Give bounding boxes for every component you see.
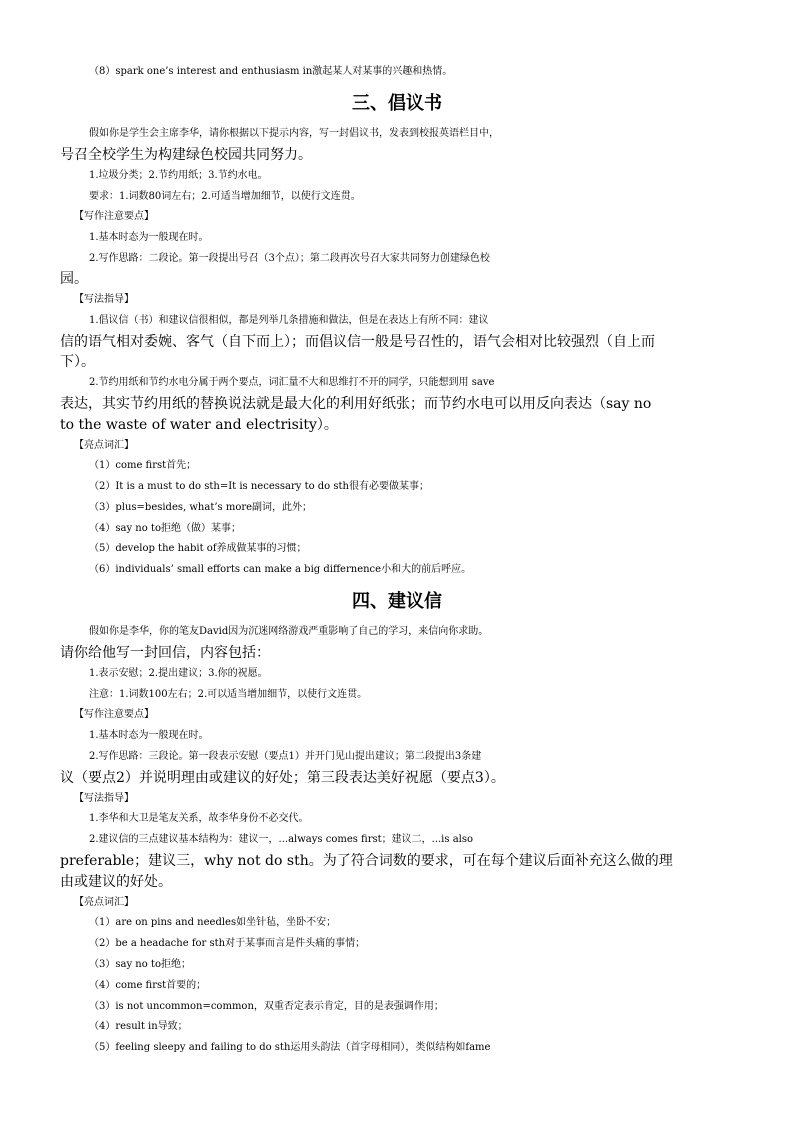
section-title-proposal: 三、倡议书 xyxy=(352,93,442,114)
guide-item: preferable；建议三，why not do sth。为了符合词数的要求，可在每个建议后面补充这么做的理 xyxy=(60,853,673,869)
note-item: 2.写作思路：三段论。第一段表示安慰（要点1）并开门见山提出建议；第二段提出3条建 xyxy=(89,751,482,762)
vocab-item: （5）feeling sleepy and failing to do sth运用头韵法（首字母相同），类似结构如fame xyxy=(89,1042,491,1053)
note-item: 2.写作思路：二段论。第一段提出号召（3个点）；第二段再次号召大家共同努力创建绿色校 xyxy=(89,253,490,264)
prompt-text: 号召全校学生为构建绿色校园共同努力。 xyxy=(60,147,312,163)
prompt-text: 假如你是学生会主席李华，请你根据以下提示内容，写一封倡议书，发表到校报英语栏目中， xyxy=(89,128,499,139)
vocab-item: （1）come first首先； xyxy=(89,460,197,471)
vocab-item: （4）come first首要的； xyxy=(89,980,207,991)
vocab-item: （5）develop the habit of养成做某事的习惯； xyxy=(89,543,307,554)
guide-item: 2.节约用纸和节约水电分属于两个要点，词汇量不大和思维打不开的同学，只能想到用 save xyxy=(89,377,495,388)
vocab-item-8: （8）spark one’s interest and enthusiasm in激起某人对某事的兴趣和热情。 xyxy=(89,66,453,77)
vocab-item: （3）say no to拒绝； xyxy=(89,959,191,970)
guide-item: 1.倡议信（书）和建议信很相似，都是列举几条措施和做法，但是在表达上有所不同：建议 xyxy=(89,315,489,326)
guide-item: 2.建议信的三点建议基本结构为：建议一，...always comes first；建议二，...is also xyxy=(89,834,474,845)
content-points: 1.表示安慰；2.提出建议；3.你的祝愿。 xyxy=(89,668,268,679)
note-item: 园。 xyxy=(60,271,88,287)
content-points: 1.垃圾分类；2.节约用纸；3.节约水电。 xyxy=(89,170,268,181)
vocab-item: （3）is not uncommon=common，双重否定表示肯定，目的是表强调作用； xyxy=(89,1001,444,1012)
note-item: 1.基本时态为一般现在时。 xyxy=(89,730,209,741)
guide-item: 1.李华和大卫是笔友关系，故李华身份不必交代。 xyxy=(89,813,309,824)
vocab-item: （4）result in导致； xyxy=(89,1021,188,1032)
section-title-advice-letter: 四、建议信 xyxy=(352,591,442,612)
guide-item: 表达，其实节约用纸的替换说法就是最大化的利用好纸张；而节约水电可以用反向表达（say no xyxy=(60,396,652,412)
guide-item: 下）。 xyxy=(60,354,95,370)
prompt-text: 请你给他写一封回信，内容包括： xyxy=(60,645,270,661)
note-item: 1.基本时态为一般现在时。 xyxy=(89,232,209,243)
vocab-item: （4）say no to拒绝（做）某事； xyxy=(89,523,241,534)
guide-heading: 【写法指导】 xyxy=(74,793,134,804)
vocab-item: （1）are on pins and needles如坐针毡，坐卧不安； xyxy=(89,917,337,928)
vocab-item: （2）It is a must to do sth=It is necessary to do sth很有必要做某事； xyxy=(89,481,429,492)
guide-heading: 【写法指导】 xyxy=(74,294,134,305)
vocab-item: （3）plus=besides, what’s more副词，此外； xyxy=(89,502,313,513)
requirements: 要求：1.词数80词左右；2.可适当增加细节，以使行文连贯。 xyxy=(89,191,361,202)
notes-heading: 【写作注意要点】 xyxy=(74,709,154,720)
guide-item: to the waste of water and electrisity）。 xyxy=(60,417,338,433)
vocab-heading: 【亮点词汇】 xyxy=(74,440,134,451)
vocab-item: （2）be a headache for sth对于某事而言是件头痛的事情； xyxy=(89,938,366,949)
guide-item: 信的语气相对委婉、客气（自下而上）；而倡议信一般是号召性的，语气会相对比较强烈（自上而 xyxy=(60,334,655,350)
guide-item: 由或建议的好处。 xyxy=(60,874,172,890)
prompt-text: 假如你是李华，你的笔友David因为沉迷网络游戏严重影响了自己的学习，来信向你求助。 xyxy=(89,626,489,637)
notes-heading: 【写作注意要点】 xyxy=(74,211,154,222)
vocab-heading: 【亮点词汇】 xyxy=(74,897,134,908)
vocab-item: （6）individuals’ small efforts can make a big differnence小和大的前后呼应。 xyxy=(89,564,472,575)
note-item: 议（要点2）并说明理由或建议的好处；第三段表达美好祝愿（要点3）。 xyxy=(60,770,505,786)
requirements: 注意：1.词数100左右；2.可以适当增加细节，以使行文连贯。 xyxy=(89,689,368,700)
